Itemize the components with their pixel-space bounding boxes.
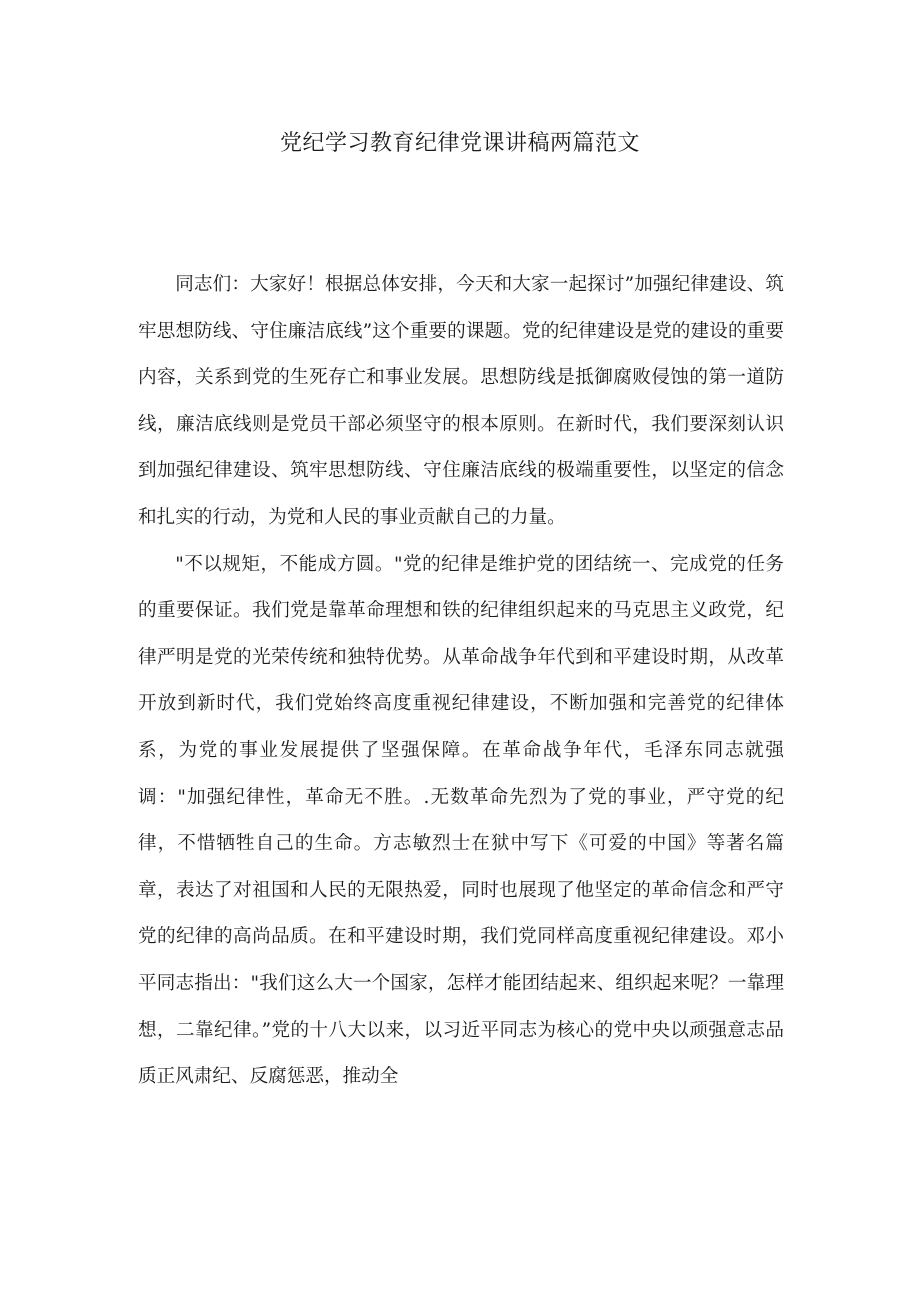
document-body (138, 262, 784, 1101)
paragraph: 同志们：大家好！根据总体安排，今天和大家一起探讨”加强纪律建设、筑牢思想防线、守住廉洁底线”这个重要的课题。党的纪律建设是党的建设的重要内容，关系到党的生死存亡和事业发展。思想防线是抵御腐败侵蚀的第一道防线，廉洁底线则是党员干部必须坚守的根本原则。在新时代，我们要深刻认识到加强纪律建设、筑牢思想防线、守住廉洁底线的极端重要性，以坚定的信念和扎实的行动，为党和人民的事业贡献自己的力量。 (138, 274, 784, 528)
paragraph: "不以规矩，不能成方圆。"党的纪律是维护党的团结统一、完成党的任务的重要保证。我们党是靠革命理想和铁的纪律组织起来的马克思主义政党，纪律严明是党的光荣传统和独特优势。从革命战争年代到和平建设时期，从改革开放到新时代，我们党始终高度重视纪律建设，不断加强和完善党的纪律体系，为党的事业发展提供了坚强保障。在革命战争年代，毛泽东同志就强调："加强纪律性，革命无不胜。.无数革命先烈为了党的事业，严守党的纪律，不惜牺牲自己的生命。方志敏烈士在狱中写下《可爱的中国》等著名篇章，表达了对祖国和人民的无限热爱，同时也展现了他坚定的革命信念和严守党的纪律的高尚品质。在和平建设时期，我们党同样高度重视纪律建设。邓小平同志指出："我们这么大一个国家，怎样才能团结起来、组织起来呢？一靠理想，二靠纪律。”党的十八大以来，以习近平同志为核心的党中央以顽强意志品质正风肃纪、反腐惩恶，推动全 (138, 553, 784, 1088)
document-title: 党纪学习教育纪律党课讲稿两篇范文 (279, 131, 640, 156)
